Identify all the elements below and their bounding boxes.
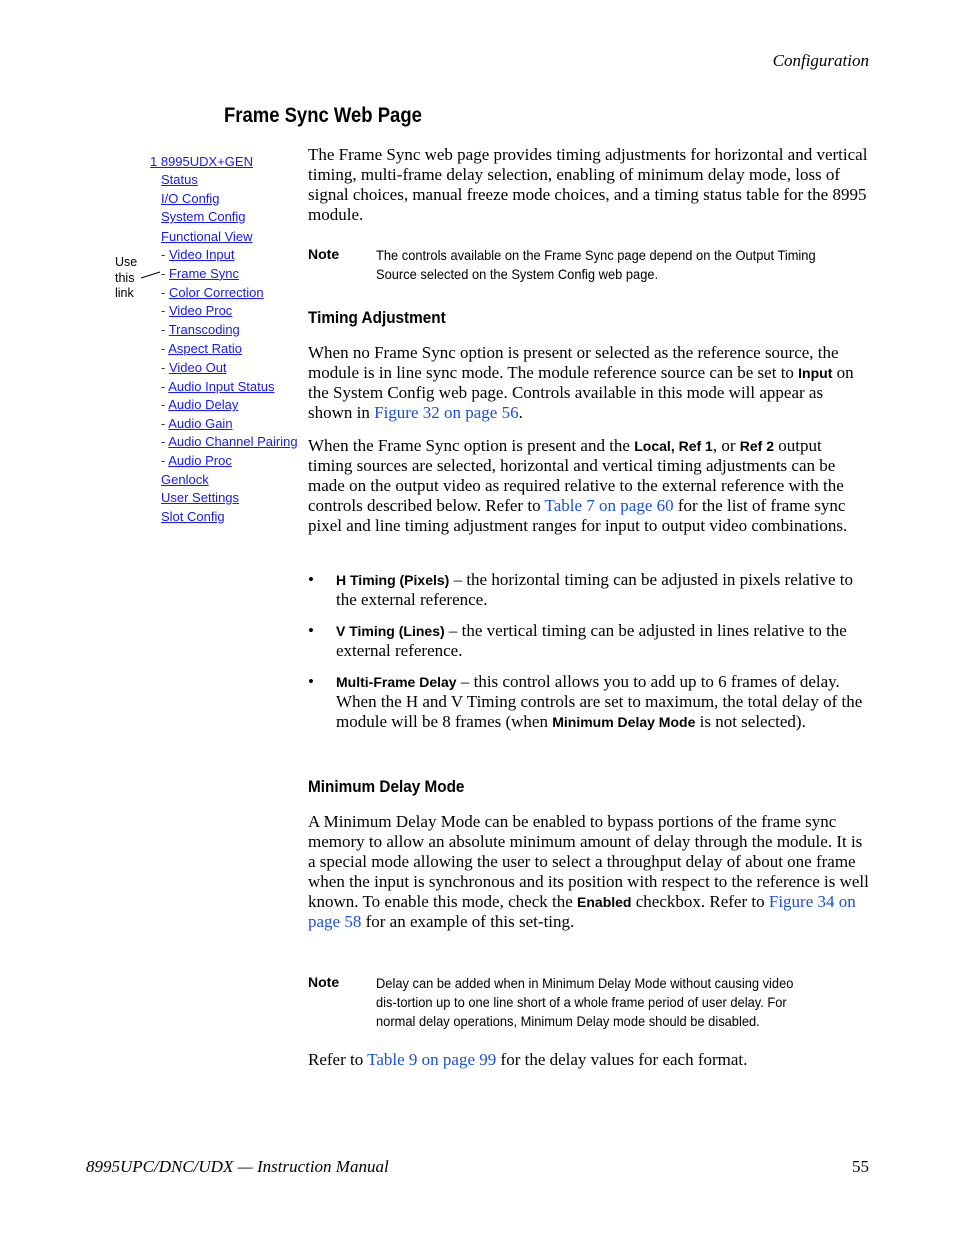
minimum-delay-heading: Minimum Delay Mode [308, 777, 465, 796]
table-7-link[interactable]: Table 7 on page 60 [544, 496, 674, 516]
nav-link-slot-config[interactable]: Slot Config [161, 508, 225, 524]
nav-link-video-out[interactable]: Video Out [168, 359, 227, 375]
page-number: 55 [852, 1157, 869, 1176]
timing-paragraph-1: When no Frame Sync option is present or selected as the reference source, the module is in line sync mode. The module reference source can be set to Input on the System Config web page. Controls available in this mode will appear as shown in Figure 32 on page 56. [308, 343, 854, 423]
nav-link-status[interactable]: Status [161, 172, 198, 187]
note-text: Delay can be added when in Minimum Delay Mode without causing video dis-tortion up to one line short of a whole frame period of user delay. For normal delay operations, Minimum Delay mode should be disabled. [376, 975, 794, 1029]
nav-link-io-config[interactable]: I/O Config [161, 190, 220, 206]
note-label: Note [308, 974, 340, 990]
figure-32-link[interactable]: Figure 32 on page 56 [374, 403, 519, 423]
nav-link-audio-proc[interactable]: Audio Proc [168, 452, 232, 468]
running-header: Configuration [772, 51, 869, 70]
bullet-v-timing: V Timing (Lines) – the vertical timing can be adjusted in lines relative to the external reference. [336, 621, 847, 661]
page-title: Frame Sync Web Page [224, 104, 422, 127]
nav-link-user-settings[interactable]: User Settings [161, 490, 240, 506]
nav-link-functional-view[interactable]: Functional View [161, 228, 253, 244]
bullet-multi-frame-delay: Multi-Frame Delay – this control allows you to add up to 6 frames of delay. When the H and V Timing controls are set to maximum, the total delay of the module will be 8 frames (when Minimum Delay Mode is not selected). [336, 672, 863, 732]
nav-link-video-input[interactable]: Video Input [168, 247, 235, 263]
nav-root-link[interactable]: 1 8995UDX+GEN [150, 154, 253, 169]
use-this-link-callout: Use this link [115, 255, 138, 300]
nav-link-color-correction[interactable]: Color Correction [168, 284, 264, 300]
bullet-mark: • [308, 570, 314, 589]
nav-link-video-proc[interactable]: Video Proc [168, 303, 233, 319]
figure-34-link[interactable]: Figure 34 on page 58 [308, 892, 856, 932]
nav-link-audio-gain[interactable]: Audio Gain [168, 415, 233, 431]
nav-link-system-config[interactable]: System Config [161, 209, 246, 225]
table-9-link[interactable]: Table 9 on page 99 [367, 1050, 497, 1069]
nav-link-audio-input-status[interactable]: Audio Input Status [168, 378, 275, 394]
bullet-mark: • [308, 672, 314, 691]
note-text: The controls available on the Frame Sync page depend on the Output Timing Source selected on the System Config web page. [376, 247, 816, 282]
note-label: Note [308, 246, 340, 262]
nav-link-audio-channel-pairing[interactable]: Audio Channel Pairing [168, 434, 298, 450]
bullet-mark: • [308, 621, 314, 640]
bullet-h-timing: H Timing (Pixels) – the horizontal timing can be adjusted in pixels relative to the external reference. [336, 570, 853, 610]
minimum-delay-paragraph: A Minimum Delay Mode can be enabled to bypass portions of the frame sync memory to allow an absolute minimum amount of delay through the module. It is a special mode allowing the user to select a throughput delay of about one frame when the input is synchronous and its position with respect to the reference is well known. To enable this mode, check the Enabled checkbox. Refer to Figure 34 on page 58 for an example of this set-ting. [308, 812, 869, 932]
callout-pointer-line [140, 268, 162, 280]
footer-manual-title: 8995UPC/DNC/UDX — Instruction Manual [86, 1157, 389, 1176]
nav-link-audio-delay[interactable]: Audio Delay [168, 397, 239, 413]
timing-adjustment-heading: Timing Adjustment [308, 308, 446, 327]
nav-link-transcoding[interactable]: Transcoding [168, 321, 240, 337]
nav-link-genlock[interactable]: Genlock [161, 471, 209, 487]
nav-link-aspect-ratio[interactable]: Aspect Ratio [168, 341, 242, 357]
timing-paragraph-2: When the Frame Sync option is present and the Local, Ref 1, or Ref 2 output timing sources are selected, horizontal and vertical timing adjustments can be made on the output video as required relative to the external reference with the controls described below. Refer to Table 7 on page 60 for the list of frame sync pixel and line timing adjustment ranges for input to output video combinations. [308, 436, 848, 536]
refer-paragraph: Refer to Table 9 on page 99 for the delay values for each format. [308, 1050, 748, 1069]
intro-paragraph: The Frame Sync web page provides timing adjustments for horizontal and vertical timing, multi-frame delay selection, enabling of minimum delay mode, loss of signal choices, manual freeze mode choices, and a timing status table for the 8995 module. [308, 145, 868, 225]
nav-tree: 1 8995UDX+GEN Status I/O Config System Config Functional View - Video Input - Frame Sync - Color Correction - Video Proc - Transcoding - Aspect Ratio - Video Out - Audio Input Status - Audio Delay - Audio Gain - Audio Channel Pairing - Audio Proc Genlock User Settings Slot Config [150, 154, 298, 524]
nav-link-frame-sync[interactable]: Frame Sync [168, 265, 240, 281]
